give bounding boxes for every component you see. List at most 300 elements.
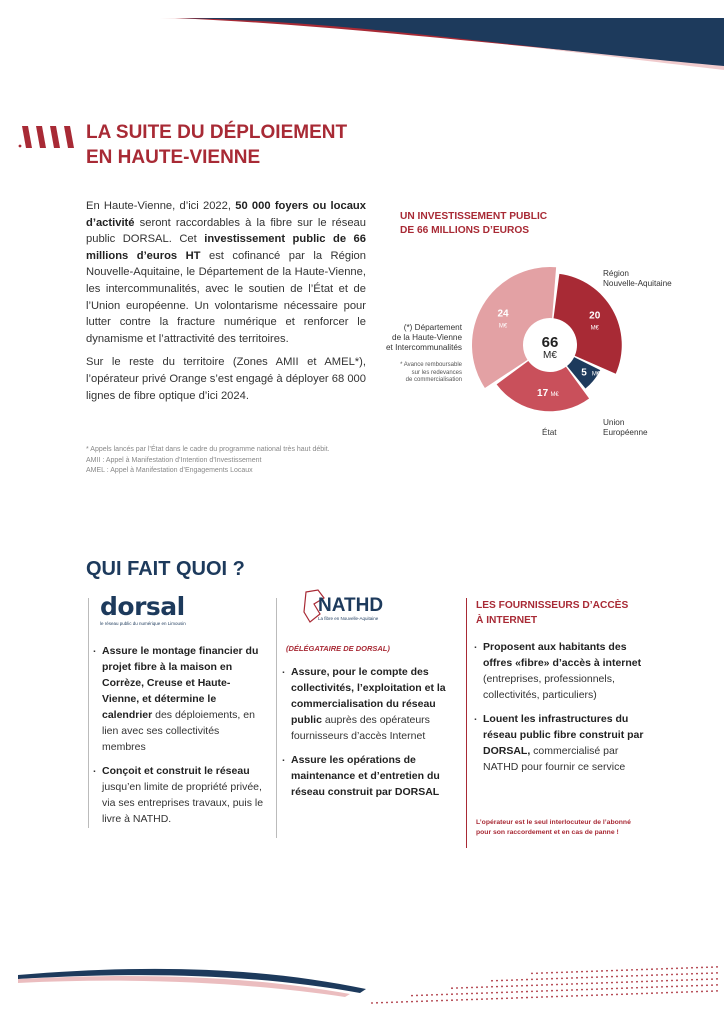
decor-dot — [491, 992, 493, 994]
chart-note — [382, 362, 462, 385]
decor-dot — [556, 984, 558, 986]
decor-dot — [646, 980, 648, 982]
decor-dot — [701, 985, 703, 987]
decor-dot — [546, 978, 548, 980]
decor-dot — [616, 982, 618, 984]
nathd-item-1-run-0: Assure les opérations de maintenance et d’entretien du réseau construit par DORSAL — [291, 754, 440, 798]
decor-dot — [636, 987, 638, 989]
footnote-3: AMEL : Appel à Manifestation d’Engagements Locaux — [86, 467, 253, 474]
nathd-divider — [276, 598, 277, 838]
decor-dot — [501, 986, 503, 988]
label-departement-line3: et Intercommunalités — [386, 343, 462, 352]
decor-dot — [621, 993, 623, 995]
label-region — [603, 269, 672, 289]
decor-dot — [626, 969, 628, 971]
footnotes — [86, 445, 376, 477]
decor-dot — [671, 980, 673, 982]
pie-slice-3 — [472, 267, 556, 388]
decor-dot — [591, 970, 593, 972]
decor-dot — [711, 972, 713, 974]
decor-dot — [531, 997, 533, 999]
decor-dot — [681, 967, 683, 969]
decor-dot — [571, 983, 573, 985]
decor-dot — [546, 984, 548, 986]
decor-dot — [616, 976, 618, 978]
dorsal-column — [93, 643, 265, 835]
decor-dot — [711, 984, 713, 986]
decor-dot — [541, 996, 543, 998]
top-swoosh — [0, 0, 724, 80]
nathd-item-1 — [282, 752, 452, 800]
pie-total-unit: M€ — [543, 350, 557, 361]
decor-dot — [561, 995, 563, 997]
decor-dot — [421, 1000, 423, 1002]
decor-dot — [546, 996, 548, 998]
decor-dot — [691, 973, 693, 975]
intro-p1-run-2: seront raccordables à la fibre sur le réseau public DORSAL. Cet — [86, 216, 366, 246]
decor-dot — [681, 991, 683, 993]
fai-heading — [476, 598, 628, 628]
decor-dot — [591, 976, 593, 978]
dorsal-divider — [88, 598, 89, 828]
decor-dot — [666, 986, 668, 988]
decor-dot — [426, 994, 428, 996]
decor-dot — [676, 967, 678, 969]
decor-dot — [701, 973, 703, 975]
decor-dot — [511, 985, 513, 987]
chart-note-line1: * Avance remboursable — [400, 362, 462, 368]
decor-dot — [516, 985, 518, 987]
decor-dot — [526, 979, 528, 981]
decor-dot — [621, 987, 623, 989]
decor-dot — [696, 967, 698, 969]
page-title — [86, 120, 347, 170]
decor-dot — [541, 984, 543, 986]
decor-dot — [596, 988, 598, 990]
decor-dot — [521, 985, 523, 987]
label-etat-line1: État — [542, 428, 557, 437]
decor-dot — [501, 998, 503, 1000]
decor-dot — [626, 987, 628, 989]
decor-dot — [536, 972, 538, 974]
decor-dot — [606, 970, 608, 972]
decor-dot — [536, 978, 538, 980]
decor-dot — [661, 992, 663, 994]
decor-dot — [451, 999, 453, 1001]
decor-dot — [516, 979, 518, 981]
decor-dot — [421, 994, 423, 996]
footnote-1: * Appels lancés par l’État dans le cadre du programme national très haut débit. — [86, 446, 330, 453]
decor-dot — [536, 984, 538, 986]
decor-dot — [651, 986, 653, 988]
decor-dot — [696, 991, 698, 993]
decor-dot — [571, 989, 573, 991]
decor-dot — [661, 986, 663, 988]
decor-dot — [641, 969, 643, 971]
decor-dot — [686, 985, 688, 987]
decor-dot — [671, 974, 673, 976]
decor-dot — [671, 968, 673, 970]
nathd-list — [282, 664, 452, 800]
decor-dot — [626, 981, 628, 983]
label-region-line1: Région — [603, 269, 629, 278]
decor-dot — [466, 987, 468, 989]
decor-dot — [586, 983, 588, 985]
decor-dot — [466, 993, 468, 995]
label-ue-line1: Union — [603, 418, 625, 427]
decor-dot — [601, 970, 603, 972]
decor-dot — [711, 990, 713, 992]
dorsal-list — [93, 643, 265, 827]
decor-dot — [676, 991, 678, 993]
decor-dot — [446, 999, 448, 1001]
decor-dot — [626, 975, 628, 977]
decor-dot — [531, 973, 533, 975]
decor-dot — [416, 1001, 418, 1003]
decor-dot — [711, 978, 713, 980]
decor-dot — [666, 968, 668, 970]
decor-dot — [586, 989, 588, 991]
decor-dot — [676, 973, 678, 975]
decor-dot — [631, 987, 633, 989]
decor-dot — [566, 971, 568, 973]
decor-dot — [691, 967, 693, 969]
decor-dot — [566, 977, 568, 979]
decor-dot — [571, 995, 573, 997]
decor-dot — [706, 990, 708, 992]
decor-dot — [501, 992, 503, 994]
decor-dot — [511, 997, 513, 999]
decor-dot — [651, 968, 653, 970]
decor-dot — [516, 991, 518, 993]
decor-dot — [551, 978, 553, 980]
decor-dot — [496, 992, 498, 994]
decor-dot — [676, 979, 678, 981]
decor-dot — [586, 977, 588, 979]
decor-dot — [376, 1002, 378, 1004]
fai-item-0-run-1: (entreprises, professionnels, collectivités, particuliers) — [483, 673, 615, 701]
decor-dot — [561, 983, 563, 985]
decor-dot — [541, 978, 543, 980]
fai-item-1-run-1: commercialisé par NATHD pour fournir ce service — [483, 745, 626, 773]
decor-dot — [481, 998, 483, 1000]
fai-heading-line2: À INTERNET — [476, 615, 538, 626]
decor-dot — [596, 982, 598, 984]
decor-dot — [506, 985, 508, 987]
intro-text — [86, 198, 366, 411]
decor-dot — [401, 1001, 403, 1003]
dorsal-item-1 — [93, 763, 265, 827]
page-title-line1: LA SUITE DU DÉPLOIEMENT — [86, 122, 348, 143]
label-ue-line2: Européenne — [603, 428, 648, 437]
decor-dot — [491, 986, 493, 988]
intro-p1-run-1: 50 000 foyers ou locaux d’activité — [86, 200, 366, 229]
decor-dot — [521, 997, 523, 999]
decor-dot — [526, 997, 528, 999]
decor-dot — [511, 979, 513, 981]
decor-dot — [531, 985, 533, 987]
page-title-line2: EN HAUTE-VIENNE — [86, 147, 261, 168]
decor-dot — [671, 992, 673, 994]
decor-dot — [601, 988, 603, 990]
decor-dot — [581, 989, 583, 991]
decor-dot — [666, 980, 668, 982]
decor-dot — [666, 974, 668, 976]
label-etat — [542, 428, 557, 438]
nathd-tagline: La fibre en Nouvelle-Aquitaine — [318, 616, 379, 621]
decor-dot — [601, 994, 603, 996]
pie-unit-label-3: M€ — [498, 323, 508, 330]
intro-paragraph-2: Sur le reste du territoire (Zones AMII et AMEL*), l’opérateur privé Orange s’est engagé à déployer 68 000 lignes de fibre optique d’ici 2024. — [86, 356, 366, 402]
bottom-swoosh — [0, 955, 724, 1024]
pie-value-label-3: 24 — [497, 308, 509, 320]
decor-dot — [526, 985, 528, 987]
decor-dot — [706, 972, 708, 974]
dorsal-item-0-run-0: Assure le montage financier du projet fibre à la maison en Corrèze, Creuse et Haute-Vienne, et détermine le calendrier — [102, 645, 259, 721]
decor-dot — [396, 1001, 398, 1003]
pie-value-label-2: 17 — [537, 388, 549, 400]
decor-dot — [646, 986, 648, 988]
decor-dot — [611, 994, 613, 996]
intro-p1-run-4: est cofinancé par la Région Nouvelle-Aquitaine, le Département de la Haute-Vienne, les intercommunalités, avec le soutien de l’État et de l’Union européenne. Un volontarisme nécessaire pour lutter contre la fracture numérique et renforcer le dynamisme et l’attractivité des territoires. — [86, 249, 367, 345]
label-departement-line1: (*) Département — [403, 323, 462, 332]
decor-dot — [656, 968, 658, 970]
decor-dot — [536, 990, 538, 992]
decor-dot — [491, 998, 493, 1000]
who-heading: QUI FAIT QUOI ? — [86, 558, 245, 580]
decor-dot — [666, 992, 668, 994]
decor-dot — [701, 967, 703, 969]
decor-dot — [716, 990, 718, 992]
footnote-2: AMII : Appel à Manifestation d’Intention d’Investissement — [86, 456, 262, 464]
decor-dot — [616, 994, 618, 996]
decor-dot — [471, 993, 473, 995]
fai-divider — [466, 598, 467, 848]
decor-dot — [541, 990, 543, 992]
decor-dot — [551, 990, 553, 992]
decor-dot — [641, 981, 643, 983]
decor-dot — [696, 979, 698, 981]
decor-dot — [481, 986, 483, 988]
decor-dot — [656, 992, 658, 994]
decor-dot — [621, 969, 623, 971]
fai-item-0 — [474, 639, 644, 703]
nathd-logo — [300, 588, 390, 633]
decor-dot — [411, 995, 413, 997]
decor-dot — [531, 979, 533, 981]
decor-dot — [686, 979, 688, 981]
decor-dot — [701, 991, 703, 993]
decor-dot — [521, 979, 523, 981]
decor-dot — [646, 992, 648, 994]
decor-dot — [486, 992, 488, 994]
decor-dot — [416, 995, 418, 997]
decor-dot — [661, 974, 663, 976]
decor-dot — [551, 972, 553, 974]
decor-dot — [496, 980, 498, 982]
fai-item-0-run-0: Proposent aux habitants des offres «fibre» d’accès à internet — [483, 641, 642, 669]
decor-dot — [571, 977, 573, 979]
decor-dot — [561, 977, 563, 979]
decor-dot — [616, 988, 618, 990]
decor-dot — [496, 986, 498, 988]
decor-dot — [586, 995, 588, 997]
decor-dot — [596, 994, 598, 996]
decor-dot — [716, 984, 718, 986]
chart-title — [400, 210, 547, 238]
decor-dot — [451, 993, 453, 995]
decor-dot — [651, 992, 653, 994]
decor-dot — [706, 984, 708, 986]
fai-note — [476, 818, 631, 838]
decor-dot — [456, 993, 458, 995]
decor-dot — [496, 998, 498, 1000]
decor-dot — [561, 971, 563, 973]
decor-dot — [426, 1000, 428, 1002]
decor-dot — [551, 984, 553, 986]
dorsal-item-1-run-1: jusqu’en limite de propriété privée, via ses entreprises travaux, puis le livre à NATHD. — [102, 781, 264, 825]
decor-dot — [591, 988, 593, 990]
decor-dot — [696, 985, 698, 987]
decor-dot — [516, 997, 518, 999]
chart-title-line2: DE 66 MILLIONS D’EUROS — [400, 225, 530, 236]
nathd-item-0 — [282, 664, 452, 744]
dorsal-tagline: le réseau public du numérique en Limousin — [100, 621, 186, 626]
pie-unit-label-1: M€ — [591, 371, 601, 378]
label-region-line2: Nouvelle-Aquitaine — [603, 279, 672, 288]
dorsal-item-0-run-1: des déploiements, en lien avec ses collectivités membres — [102, 709, 255, 753]
nathd-item-0-run-0: Assure, pour le compte des collectivités, l’exploitation et la commercialisation du réseau public — [291, 666, 446, 726]
decor-dot — [476, 986, 478, 988]
decor-dot — [631, 981, 633, 983]
decor-dot — [646, 968, 648, 970]
decor-dot — [431, 994, 433, 996]
decor-dot — [611, 970, 613, 972]
decor-dot — [606, 994, 608, 996]
decor-dot — [576, 971, 578, 973]
decor-dot — [641, 975, 643, 977]
decor-dot — [561, 989, 563, 991]
decor-dot — [651, 974, 653, 976]
decor-dot — [686, 973, 688, 975]
decor-dot — [596, 976, 598, 978]
decor-dot — [386, 1002, 388, 1004]
decor-dot — [621, 981, 623, 983]
decor-dot — [636, 993, 638, 995]
intro-p1-run-3: investissement public de 66 millions d’euros HT — [86, 233, 366, 262]
decor-dot — [456, 999, 458, 1001]
label-ue — [603, 418, 648, 438]
decor-dot — [486, 998, 488, 1000]
decor-dot — [676, 985, 678, 987]
nathd-subtitle: (DÉLÉGATAIRE DE DORSAL) — [286, 644, 390, 653]
fai-item-1-run-0: Louent les infrastructures du réseau public fibre construit par DORSAL, — [483, 713, 644, 757]
decor-dot — [701, 979, 703, 981]
decor-dot — [531, 991, 533, 993]
decor-dot — [646, 974, 648, 976]
decor-dot — [476, 998, 478, 1000]
decor-dot — [641, 987, 643, 989]
decor-dot — [601, 982, 603, 984]
decor-dot — [446, 993, 448, 995]
decor-dot — [441, 1000, 443, 1002]
decor-dot — [461, 987, 463, 989]
decor-dot — [716, 966, 718, 968]
donut-chart — [470, 265, 630, 425]
decor-dot — [606, 982, 608, 984]
decor-dot — [481, 992, 483, 994]
decor-dot — [476, 992, 478, 994]
decor-dot — [641, 993, 643, 995]
decor-dot — [631, 975, 633, 977]
decor-dot — [456, 987, 458, 989]
fai-list — [474, 639, 644, 775]
fai-note-line2: pour son raccordement et en cas de panne ! — [476, 829, 619, 836]
decor-dot — [441, 994, 443, 996]
decor-dot — [681, 973, 683, 975]
decor-dot — [656, 980, 658, 982]
decor-dot — [591, 982, 593, 984]
dorsal-logo-text: dorsal — [100, 592, 185, 621]
decor-dot — [576, 983, 578, 985]
decor-dot — [501, 980, 503, 982]
fai-column — [474, 639, 644, 783]
decor-dot — [711, 966, 713, 968]
decor-dot — [576, 989, 578, 991]
decor-dot — [521, 991, 523, 993]
decor-dot — [566, 989, 568, 991]
decor-dot — [466, 999, 468, 1001]
nathd-logo-text: NATHD — [318, 595, 384, 616]
decor-dot — [681, 985, 683, 987]
decor-dot — [656, 974, 658, 976]
decor-dot — [556, 996, 558, 998]
decor-dot — [581, 977, 583, 979]
decor-dot — [596, 970, 598, 972]
decor-dot — [636, 969, 638, 971]
decor-dot — [431, 1000, 433, 1002]
label-departement — [382, 323, 462, 353]
decor-dot — [696, 973, 698, 975]
decor-dot — [556, 990, 558, 992]
fai-heading-line1: LES FOURNISSEURS D’ACCÈS — [476, 600, 629, 611]
decor-dot — [371, 1002, 373, 1004]
pie-total-label: 66 — [541, 334, 559, 351]
title-bars-icon — [18, 122, 80, 150]
decor-dot — [406, 1001, 408, 1003]
chart-title-line1: UN INVESTISSEMENT PUBLIC — [400, 211, 548, 222]
decor-dot — [581, 971, 583, 973]
decor-dot — [661, 980, 663, 982]
decor-dot — [691, 991, 693, 993]
decor-dot — [681, 979, 683, 981]
decor-dot — [611, 982, 613, 984]
decor-dot — [551, 996, 553, 998]
decor-dot — [571, 971, 573, 973]
decor-dot — [621, 975, 623, 977]
decor-dot — [716, 972, 718, 974]
decor-dot — [486, 986, 488, 988]
decor-dot — [556, 978, 558, 980]
decor-dot — [506, 997, 508, 999]
decor-dot — [611, 976, 613, 978]
dorsal-item-0 — [93, 643, 265, 755]
decor-dot — [451, 987, 453, 989]
decor-dot — [461, 993, 463, 995]
decor-dot — [686, 967, 688, 969]
decor-dot — [506, 979, 508, 981]
fai-item-1 — [474, 711, 644, 775]
